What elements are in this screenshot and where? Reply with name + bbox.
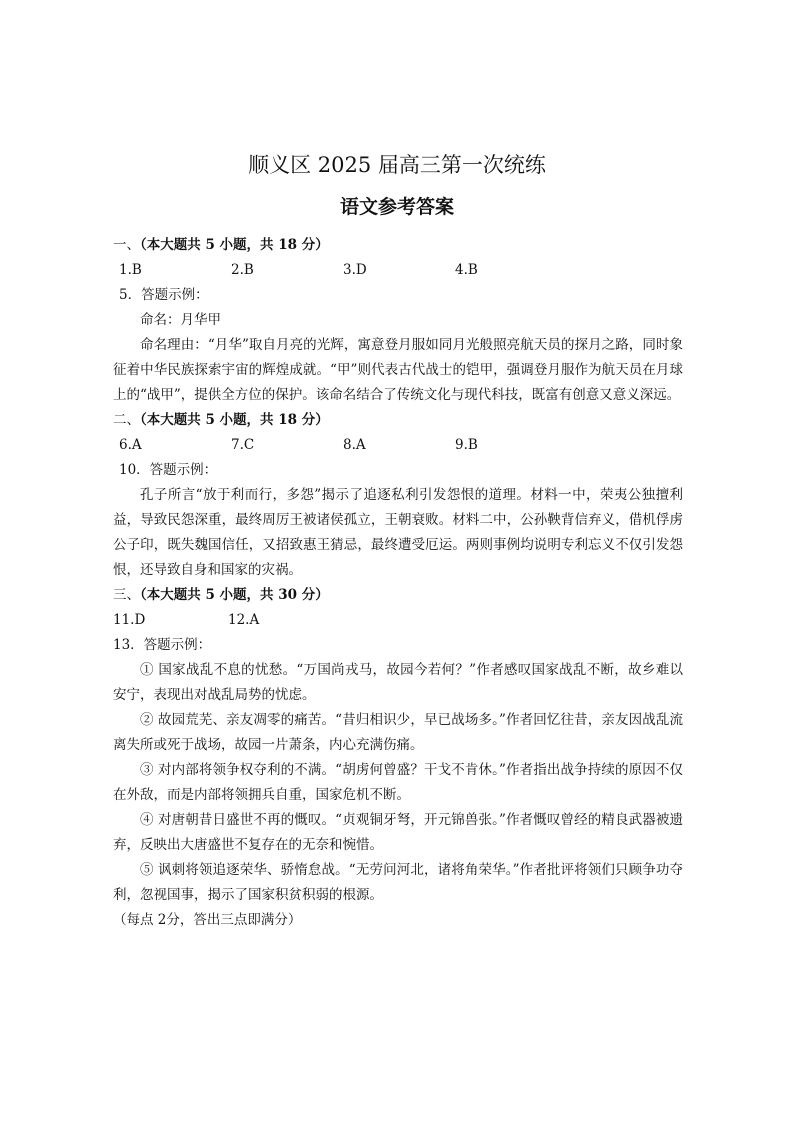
question-10-label: 10．答题示例： <box>119 462 218 478</box>
question-13-label: 13．答题示例： <box>113 637 212 653</box>
page-subtitle: 语文参考答案 <box>339 196 454 218</box>
point-5: ⑤ 讽刺将领追逐荣华、骄惰怠战。“无劳问河北，诸将角荣华。”作者批评将领们只顾争功夺利，忽视国事，揭示了国家积贫积弱的根源。 <box>113 862 683 903</box>
answer-12: 12.A <box>228 612 260 628</box>
section-3-desc: （本大题共 5 小题，共 30 分） <box>140 587 329 603</box>
answer-9: 9.B <box>455 437 478 453</box>
answer-8: 8.A <box>343 437 366 453</box>
section-2-desc: （本大题共 5 小题，共 18 分） <box>140 412 329 428</box>
point-1: ① 国家战乱不息的忧愁。“万国尚戎马，故园今若何？”作者感叹国家战乱不断，故乡难以安宁，表现出对战乱局势的忧虑。 <box>113 662 683 703</box>
section-2-heading <box>113 408 683 433</box>
answer-1: 1.B <box>119 262 142 278</box>
section-1-answers <box>113 258 683 283</box>
question-5-name: 命名：月华甲 <box>140 312 221 328</box>
section-3-answers <box>113 608 683 633</box>
section-3-prefix: 三、 <box>113 587 140 603</box>
point-2: ② 故园荒芜、亲友凋零的痛苦。“昔归相识少，早已战场多。”作者回忆往昔，亲友因战乱流离失所或死于战场，故园一片萧条，内心充满伤痛。 <box>113 712 683 753</box>
section-2-prefix: 二、 <box>113 412 140 428</box>
answer-4: 4.B <box>455 262 478 278</box>
answer-7: 7.C <box>231 437 255 453</box>
answer-content <box>113 233 683 933</box>
page-title: 顺义区 2025 届高三第一次统练 <box>248 153 546 177</box>
answer-2: 2.B <box>231 262 254 278</box>
answer-11: 11.D <box>113 612 146 628</box>
section-1-desc: （本大题共 5 小题，共 18 分） <box>140 237 329 253</box>
question-5-reason: 命名理由：“月华”取自月亮的光辉，寓意登月服如同月光般照亮航天员的探月之路，同时象征着中华民族探索宇宙的辉煌成就。“甲”则代表古代战士的铠甲，强调登月服作为航天员在月球上的“战甲”，提供全方位的保护。该命名结合了传统文化与现代科技，既富有创意又意义深远。 <box>113 337 683 403</box>
answer-6: 6.A <box>119 437 142 453</box>
point-3: ③ 对内部将领争权夺利的不满。“胡虏何曾盛？干戈不肯休。”作者指出战争持续的原因不仅在外敌，而是内部将领拥兵自重，国家危机不断。 <box>113 762 683 803</box>
question-5-label: 5．答题示例： <box>119 287 209 303</box>
answer-3: 3.D <box>343 262 367 278</box>
section-1-prefix: 一、 <box>113 237 140 253</box>
section-1-heading <box>113 233 683 258</box>
section-2-answers <box>113 433 683 458</box>
section-3-heading <box>113 583 683 608</box>
point-4: ④ 对唐朝昔日盛世不再的慨叹。“贞观铜牙弩，开元锦兽张。”作者慨叹曾经的精良武器被遗弃，反映出大唐盛世不复存在的无奈和惋惜。 <box>113 812 683 853</box>
question-10-text: 孔子所言“放于利而行，多怨”揭示了追逐私利引发怨恨的道理。材料一中，荣夷公独擅利益，导致民怨深重，最终周厉王被诸侯孤立，王朝衰败。材料二中，公孙鞅背信弃义，借机俘虏公子印，既失魏国信任，又招致惠王猜忌，最终遭受厄运。两则事例均说明专利忘义不仅引发怨恨，还导致自身和国家的灾祸。 <box>113 487 683 578</box>
scoring-note: （每点 2分，答出三点即满分） <box>113 912 302 928</box>
